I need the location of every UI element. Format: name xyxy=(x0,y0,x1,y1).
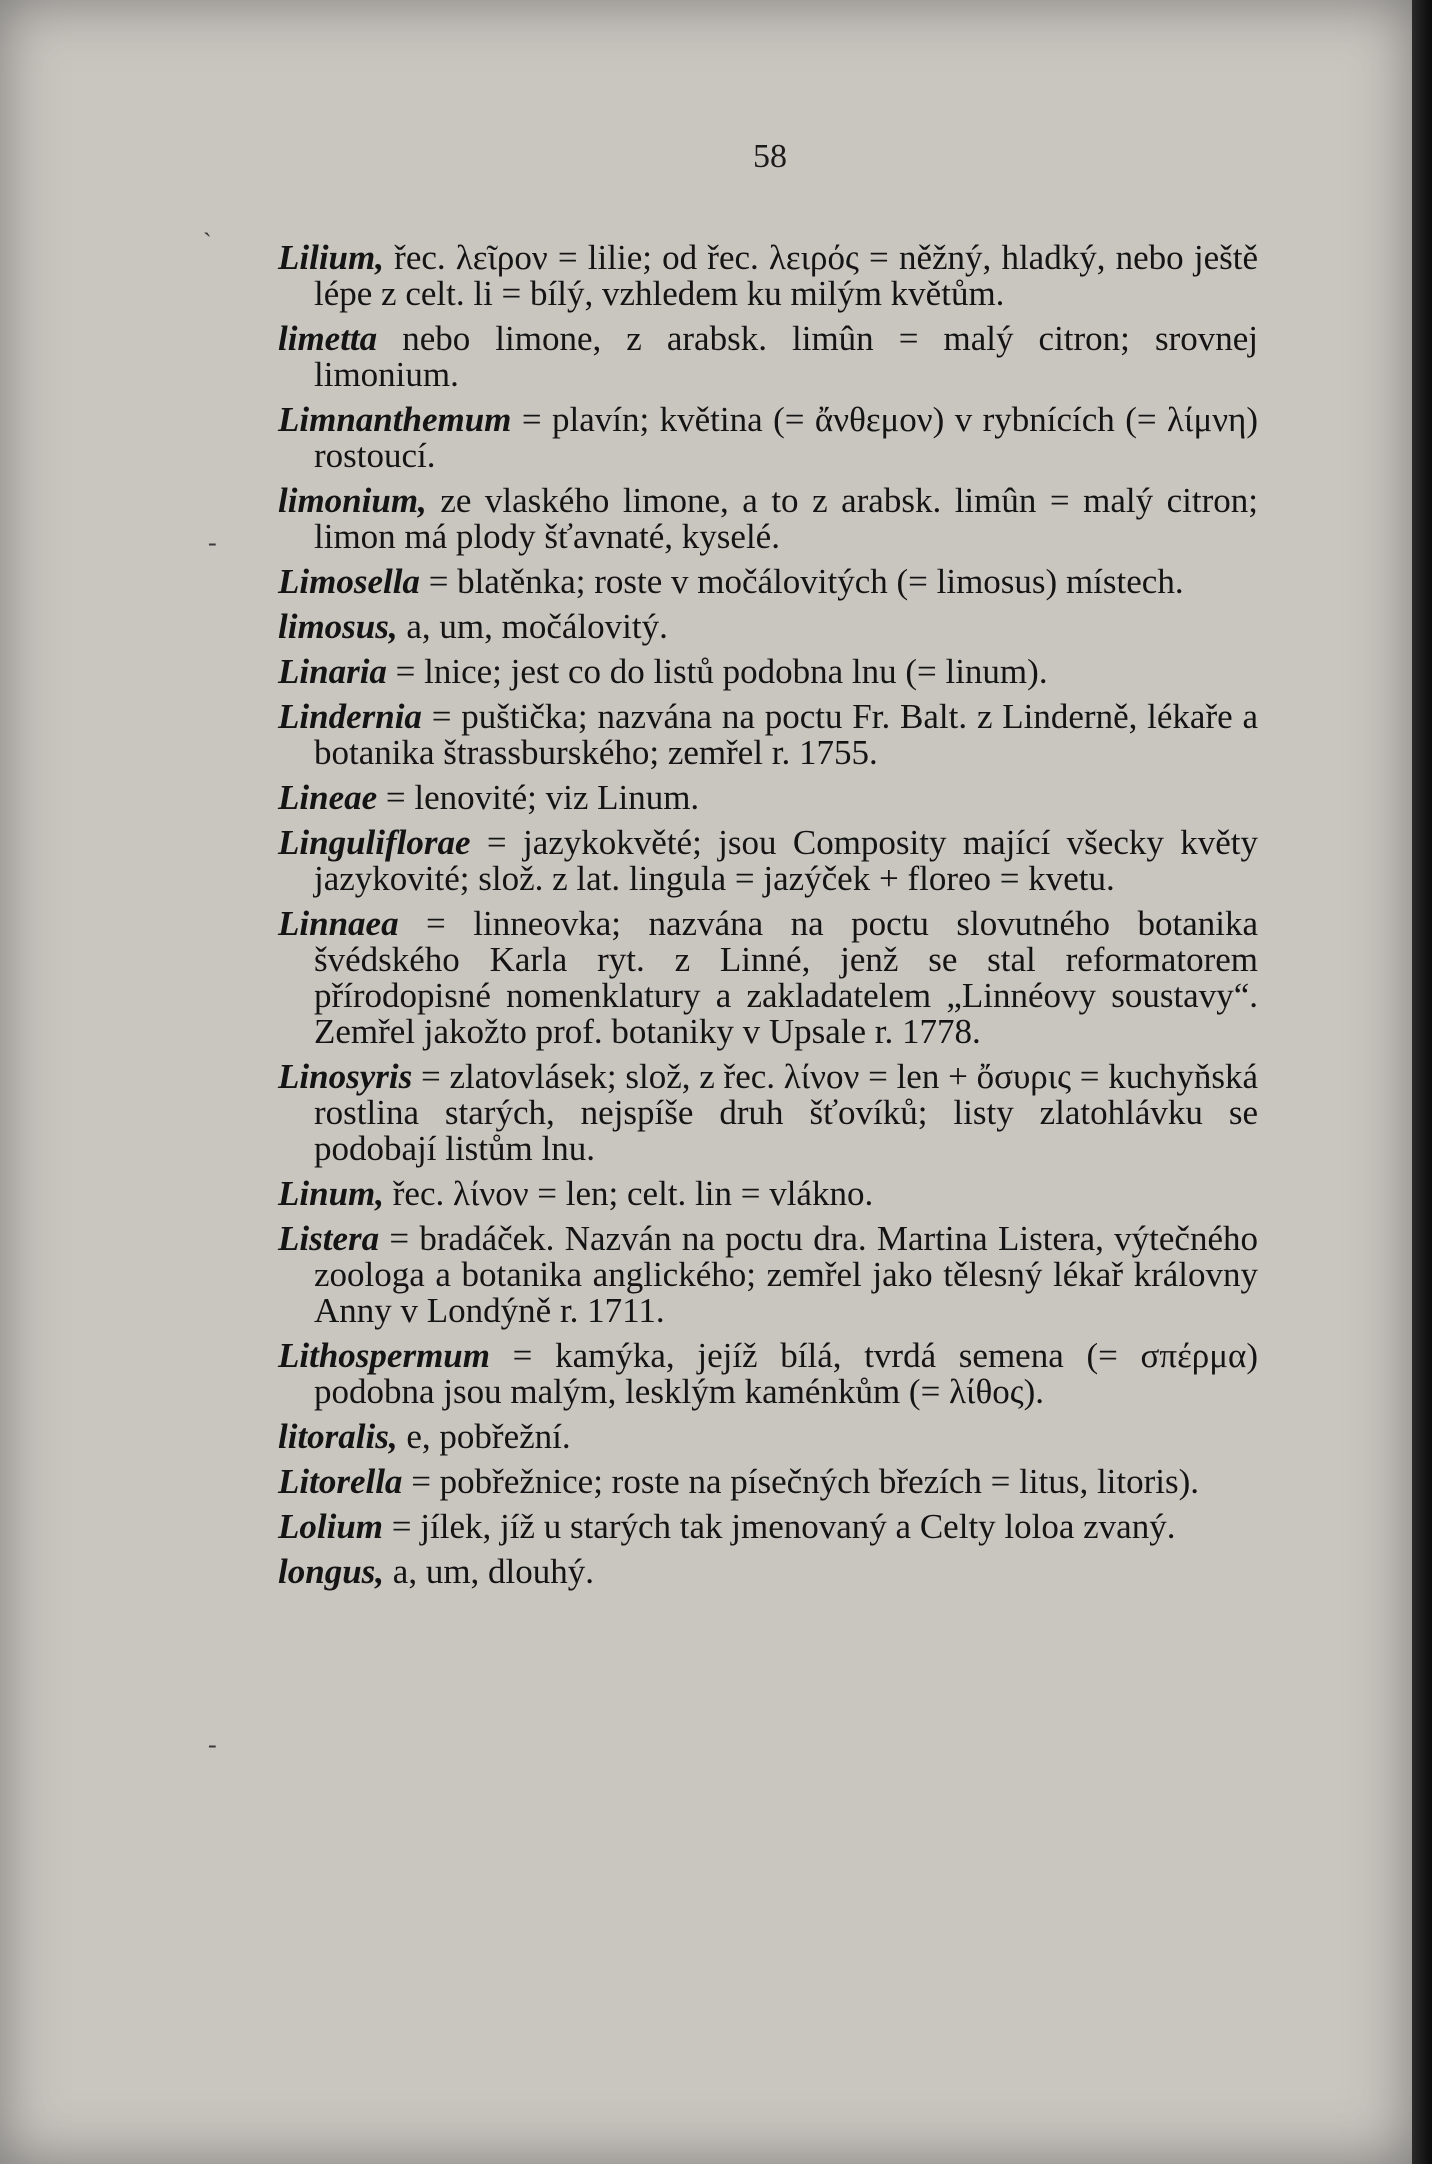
entry-definition: = linneovka; nazvána na poctu slovutného botanika švédského Karla ryt. z Linné, jenž se stal reformatorem přírodopisné nomenklatury a zakladatelem „Linnéovy soustavy“. Zemřel jakožto prof. botaniky v Upsale r. 1778. xyxy=(314,904,1258,1051)
entry-headword: limonium, xyxy=(278,481,427,520)
dictionary-entry xyxy=(278,609,1258,645)
entry-headword: Lithospermum xyxy=(278,1336,490,1375)
margin-mark: - xyxy=(208,1730,217,1759)
entry-headword: limosus, xyxy=(278,607,398,646)
entry-definition: = jazykokvěté; jsou Composity mající všecky květy jazykovité; slož. z lat. lingula = jazýček + floreo = kvetu. xyxy=(314,823,1258,898)
entry-headword: Linaria xyxy=(278,652,387,691)
dictionary-entry xyxy=(278,321,1258,393)
entry-headword: Linum, xyxy=(278,1174,385,1213)
entry-definition: = plavín; květina (= ἄνθεμον) v rybnících (= λίμνη) rostoucí. xyxy=(314,400,1258,475)
dictionary-entry xyxy=(278,1059,1258,1167)
entry-definition: = puštička; nazvána na poctu Fr. Balt. z Linderně, lékaře a botanika štrassburského; zemřel r. 1755. xyxy=(314,697,1258,772)
margin-mark: - xyxy=(208,528,217,557)
entry-headword: longus, xyxy=(278,1552,385,1591)
entry-definition: = lnice; jest co do listů podobna lnu (= linum). xyxy=(386,652,1048,691)
dictionary-entry xyxy=(278,402,1258,474)
entry-headword: Lineae xyxy=(278,778,378,817)
entry-headword: Lilium, xyxy=(278,238,384,277)
entry-headword: litoralis, xyxy=(278,1417,398,1456)
entry-definition: = pobřežnice; roste na písečných březích = litus, litoris). xyxy=(402,1462,1200,1501)
dictionary-entry xyxy=(278,825,1258,897)
dictionary-entries xyxy=(278,240,1258,1599)
entry-headword: Linosyris xyxy=(278,1057,413,1096)
dictionary-entry xyxy=(278,906,1258,1050)
page-edge xyxy=(1412,0,1432,2164)
entry-headword: Limnanthemum xyxy=(278,400,512,439)
dictionary-entry xyxy=(278,1554,1258,1590)
entry-definition: nebo limone, z arabsk. limûn = malý citron; srovnej limonium. xyxy=(314,319,1258,394)
dictionary-entry xyxy=(278,654,1258,690)
entry-definition: a, um, močálovitý. xyxy=(397,607,668,646)
dictionary-entry xyxy=(278,1464,1258,1500)
dictionary-entry xyxy=(278,699,1258,771)
entry-headword: Listera xyxy=(278,1219,380,1258)
dictionary-entry xyxy=(278,1221,1258,1329)
entry-definition: = bradáček. Nazván na poctu dra. Martina Listera, výtečného zoologa a botanika anglického; zemřel jako tělesný lékař královny Anny v Londýně r. 1711. xyxy=(314,1219,1258,1330)
entry-headword: Linnaea xyxy=(278,904,399,943)
entry-definition: = kamýka, jejíž bílá, tvrdá semena (= σπέρμα) podobna jsou malým, lesklým kaménkům (= λίθος). xyxy=(314,1336,1258,1411)
entry-headword: Litorella xyxy=(278,1462,403,1501)
dictionary-entry xyxy=(278,483,1258,555)
entry-headword: Linguliflorae xyxy=(278,823,471,862)
entry-headword: limetta xyxy=(278,319,378,358)
entry-definition: = jílek, jíž u starých tak jmenovaný a Celty loloa zvaný. xyxy=(383,1507,1176,1546)
entry-definition: ze vlaského limone, a to z arabsk. limûn = malý citron; limon má plody šťavnaté, kyselé. xyxy=(314,481,1258,556)
entry-headword: Limosella xyxy=(278,562,420,601)
entry-definition: e, pobřežní. xyxy=(397,1417,571,1456)
entry-definition: řec. λεῖρον = lilie; od řec. λειρός = něžný, hladký, nebo ještě lépe z celt. li = bílý, vzhledem ku milým květům. xyxy=(314,238,1258,313)
entry-definition: řec. λίνον = len; celt. lin = vlákno. xyxy=(384,1174,874,1213)
dictionary-entry xyxy=(278,1419,1258,1455)
entry-definition: a, um, dlouhý. xyxy=(384,1552,595,1591)
dictionary-entry xyxy=(278,564,1258,600)
margin-mark: ` xyxy=(203,228,212,257)
dictionary-entry xyxy=(278,780,1258,816)
dictionary-entry xyxy=(278,240,1258,312)
page-number: 58 xyxy=(753,138,787,175)
dictionary-entry xyxy=(278,1509,1258,1545)
entry-headword: Lindernia xyxy=(278,697,422,736)
entry-definition: = blatěnka; roste v močálovitých (= limosus) místech. xyxy=(419,562,1184,601)
entry-definition: = zlatovlásek; slož, z řec. λίνον = len + ὄσυρις = kuchyňská rostlina starých, nejspíše druh šťovíků; listy zlatohlávku se podobají listům lnu. xyxy=(314,1057,1258,1168)
entry-headword: Lolium xyxy=(278,1507,384,1546)
dictionary-entry xyxy=(278,1338,1258,1410)
entry-definition: = lenovité; viz Linum. xyxy=(377,778,700,817)
dictionary-entry xyxy=(278,1176,1258,1212)
